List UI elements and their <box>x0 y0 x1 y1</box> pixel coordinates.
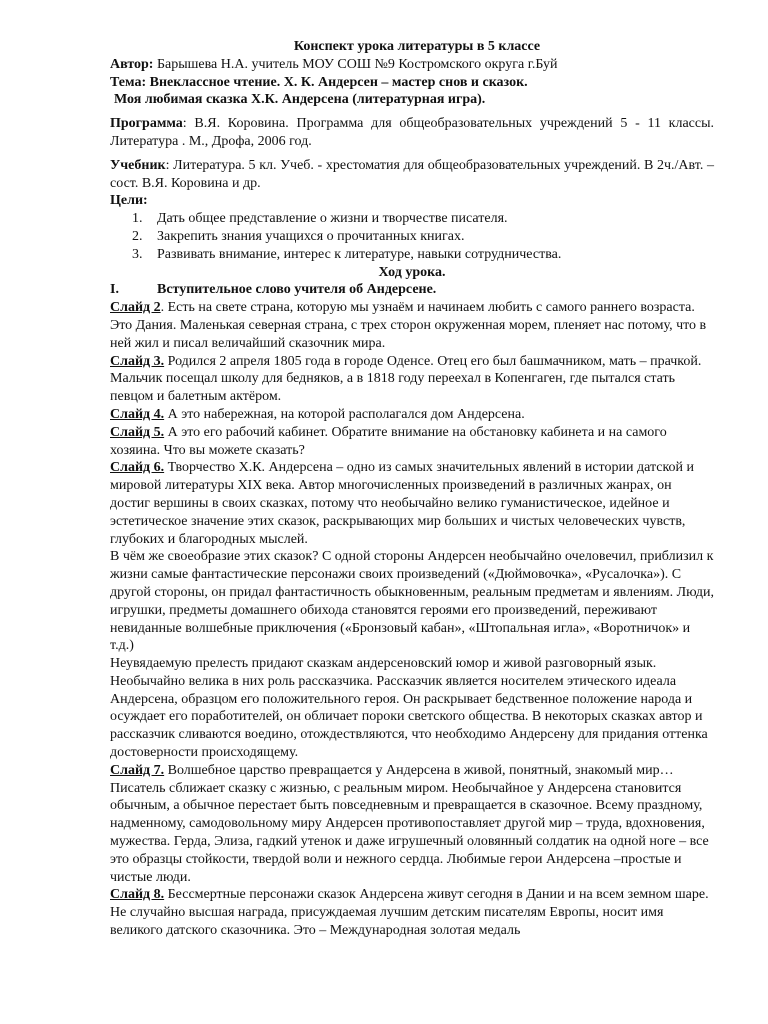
slide-4-paragraph <box>110 406 714 424</box>
slide-2-text: . Есть на свете страна, которую мы узнаём и начинаем любить с самого раннего возраста. <box>160 300 695 316</box>
slide-6-text: Творчество Х.К. Андерсена – одно из самых значительных явлений в истории датской и мировой литературы XIX века. Автор многочисленных произведений в различных жанрах, он достиг вершины в своих сказках, потому что необычайно велико гуманистическое, идейное и эстетическое значение этих сказок, раскрывающих мир больших и чистых человеческих чувств, глубоких и благородных мыслей. <box>110 460 695 547</box>
slide-7-paragraph <box>110 762 714 887</box>
slide-3-text: Родился 2 апреля 1805 года в городе Оденсе. Отец его был башмачником, мать – прачкой. <box>164 353 702 369</box>
slide-6-paragraph-3: Неувядаемую прелесть придают сказкам андерсеновский юмор и живой разговорный язык. <box>110 656 657 672</box>
slide-8-text: Бессмертные персонажи сказок Андерсена живут сегодня в Дании и на всем земном шаре. Не случайно высшая награда, присуждаемая лучшим детским писателям Европы, носит имя великого датского сказочника. Это – Международная золотая медаль <box>110 887 709 939</box>
goal-text: Дать общее представление о жизни и творчестве писателя. <box>157 211 508 227</box>
author-label: Автор: <box>110 56 154 72</box>
program-label: Программа <box>110 116 183 132</box>
goals-heading: Цели: <box>110 193 148 209</box>
slide-6-paragraph-4: Необычайно велика в них роль рассказчика. Рассказчик является носителем этического идеала Андерсена, образцом его положительного героя. Он раскрывает бедственное положение народа и осуждает его поработителей, он обличает пороки светского общества. В некоторых сказках автор и рассказчик сливаются воедино, отождествляются, что необходимо Андерсену для придания оттенка достоверности происходящему. <box>110 673 708 761</box>
slide-5-text: А это его рабочий кабинет. Обратите внимание на обстановку кабинета и на самого хозяина. Что вы можете сказать? <box>110 424 667 458</box>
slide-3-paragraph-2: Мальчик посещал школу для бедняков, а в 1818 году переехал в Копенгаген, где пытался стать певцом и балетным актёром. <box>110 371 676 405</box>
slide-4-text: А это набережная, на которой располагался дом Андерсена. <box>164 406 525 422</box>
goal-item <box>110 210 714 228</box>
slide-5-paragraph <box>110 424 714 460</box>
slide-6-paragraph <box>110 459 714 548</box>
goal-number: 3. <box>132 246 143 262</box>
topic-value: Внеклассное чтение. Х. К. Андерсен – мастер снов и сказок. <box>146 74 528 90</box>
slide-7-text: Волшебное царство превращается у Андерсена в живой, понятный, знакомый мир… Писатель сближает сказку с жизнью, с реальным миром. Необычайное у Андерсена становится обычным, а обычное перестает быть повседневным и превращается в сказочное. Всему праздному, надменному, самодовольному миру Андерсен противопоставляет другой мир – труда, вдохновения, мужества. Герда, Элиза, гадкий утенок и даже игрушечный оловянный солдатик на одной ноге – все это образцы стойкости, твердой воли и нежного сердца. Любимые герои Андерсена –простые и чистые люди. <box>110 762 709 885</box>
topic-line <box>110 74 714 92</box>
lesson-subtitle: Моя любимая сказка Х.К. Андерсена (литературная игра). <box>114 92 486 108</box>
goal-number: 1. <box>132 211 143 227</box>
goal-text: Закрепить знания учащихся о прочитанных книгах. <box>157 228 465 244</box>
slide-6-label: Слайд 6. <box>110 460 165 476</box>
slide-5-label: Слайд 5. <box>110 424 165 440</box>
goal-number: 2. <box>132 228 143 244</box>
section-heading <box>110 281 714 299</box>
author-value: Барышева Н.А. учитель МОУ СОШ №9 Костромского округа г.Буй <box>153 56 558 72</box>
goal-item <box>110 246 714 264</box>
textbook-label: Учебник <box>110 157 166 173</box>
slide-3-paragraph <box>110 353 714 371</box>
topic-label: Тема: <box>110 74 147 90</box>
slide-6-paragraph-2: В чём же своеобразие этих сказок? С одной стороны Андерсен необычайно очеловечил, приблизил к жизни самые фантастические персонажи своих произведений («Дюймовочка», «Русалочка»). С другой стороны, он придал фантастичность обыкновенным, реальным предметам и явлениям. Люди, игрушки, предметы домашнего обихода становятся героями его произведений, переживают невиданные волшебные приключения («Бронзовый кабан», «Штопальная игла», «Воротничок» и т.д.) <box>110 549 714 654</box>
slide-2-paragraph-2: Это Дания. Маленькая северная страна, с трех сторон окруженная морем, пленяет нас потому, что в ней жил и писал величайший сказочник мира. <box>110 317 707 351</box>
section-title: Вступительное слово учителя об Андерсене. <box>157 282 437 298</box>
lesson-heading: Ход урока. <box>378 264 446 280</box>
slide-3-label: Слайд 3. <box>110 353 165 369</box>
goals-list <box>110 210 714 263</box>
goal-text: Развивать внимание, интерес к литературе, навыки сотрудничества. <box>157 246 562 262</box>
program-paragraph <box>110 115 714 151</box>
goal-item <box>110 228 714 246</box>
document-page <box>110 38 714 940</box>
textbook-value: : Литература. 5 кл. Учеб. - хрестоматия для общеобразовательных учреждений. В 2ч./Авт. – сост. В.Я. Коровина и др. <box>110 157 714 191</box>
slide-8-label: Слайд 8. <box>110 887 165 903</box>
program-value: : В.Я. Коровина. Программа для общеобразовательных учреждений 5 - 11 классы. Литература . М., Дрофа, 2006 год. <box>110 116 714 149</box>
slide-7-label: Слайд 7. <box>110 762 165 778</box>
slide-2-paragraph <box>110 299 714 317</box>
textbook-paragraph <box>110 157 714 193</box>
slide-8-paragraph <box>110 886 714 939</box>
section-number: I. <box>110 282 119 298</box>
document-title: Конспект урока литературы в 5 классе <box>293 39 541 54</box>
slide-2-label: Слайд 2 <box>110 300 161 316</box>
author-line <box>110 56 714 74</box>
slide-4-label: Слайд 4. <box>110 406 165 422</box>
